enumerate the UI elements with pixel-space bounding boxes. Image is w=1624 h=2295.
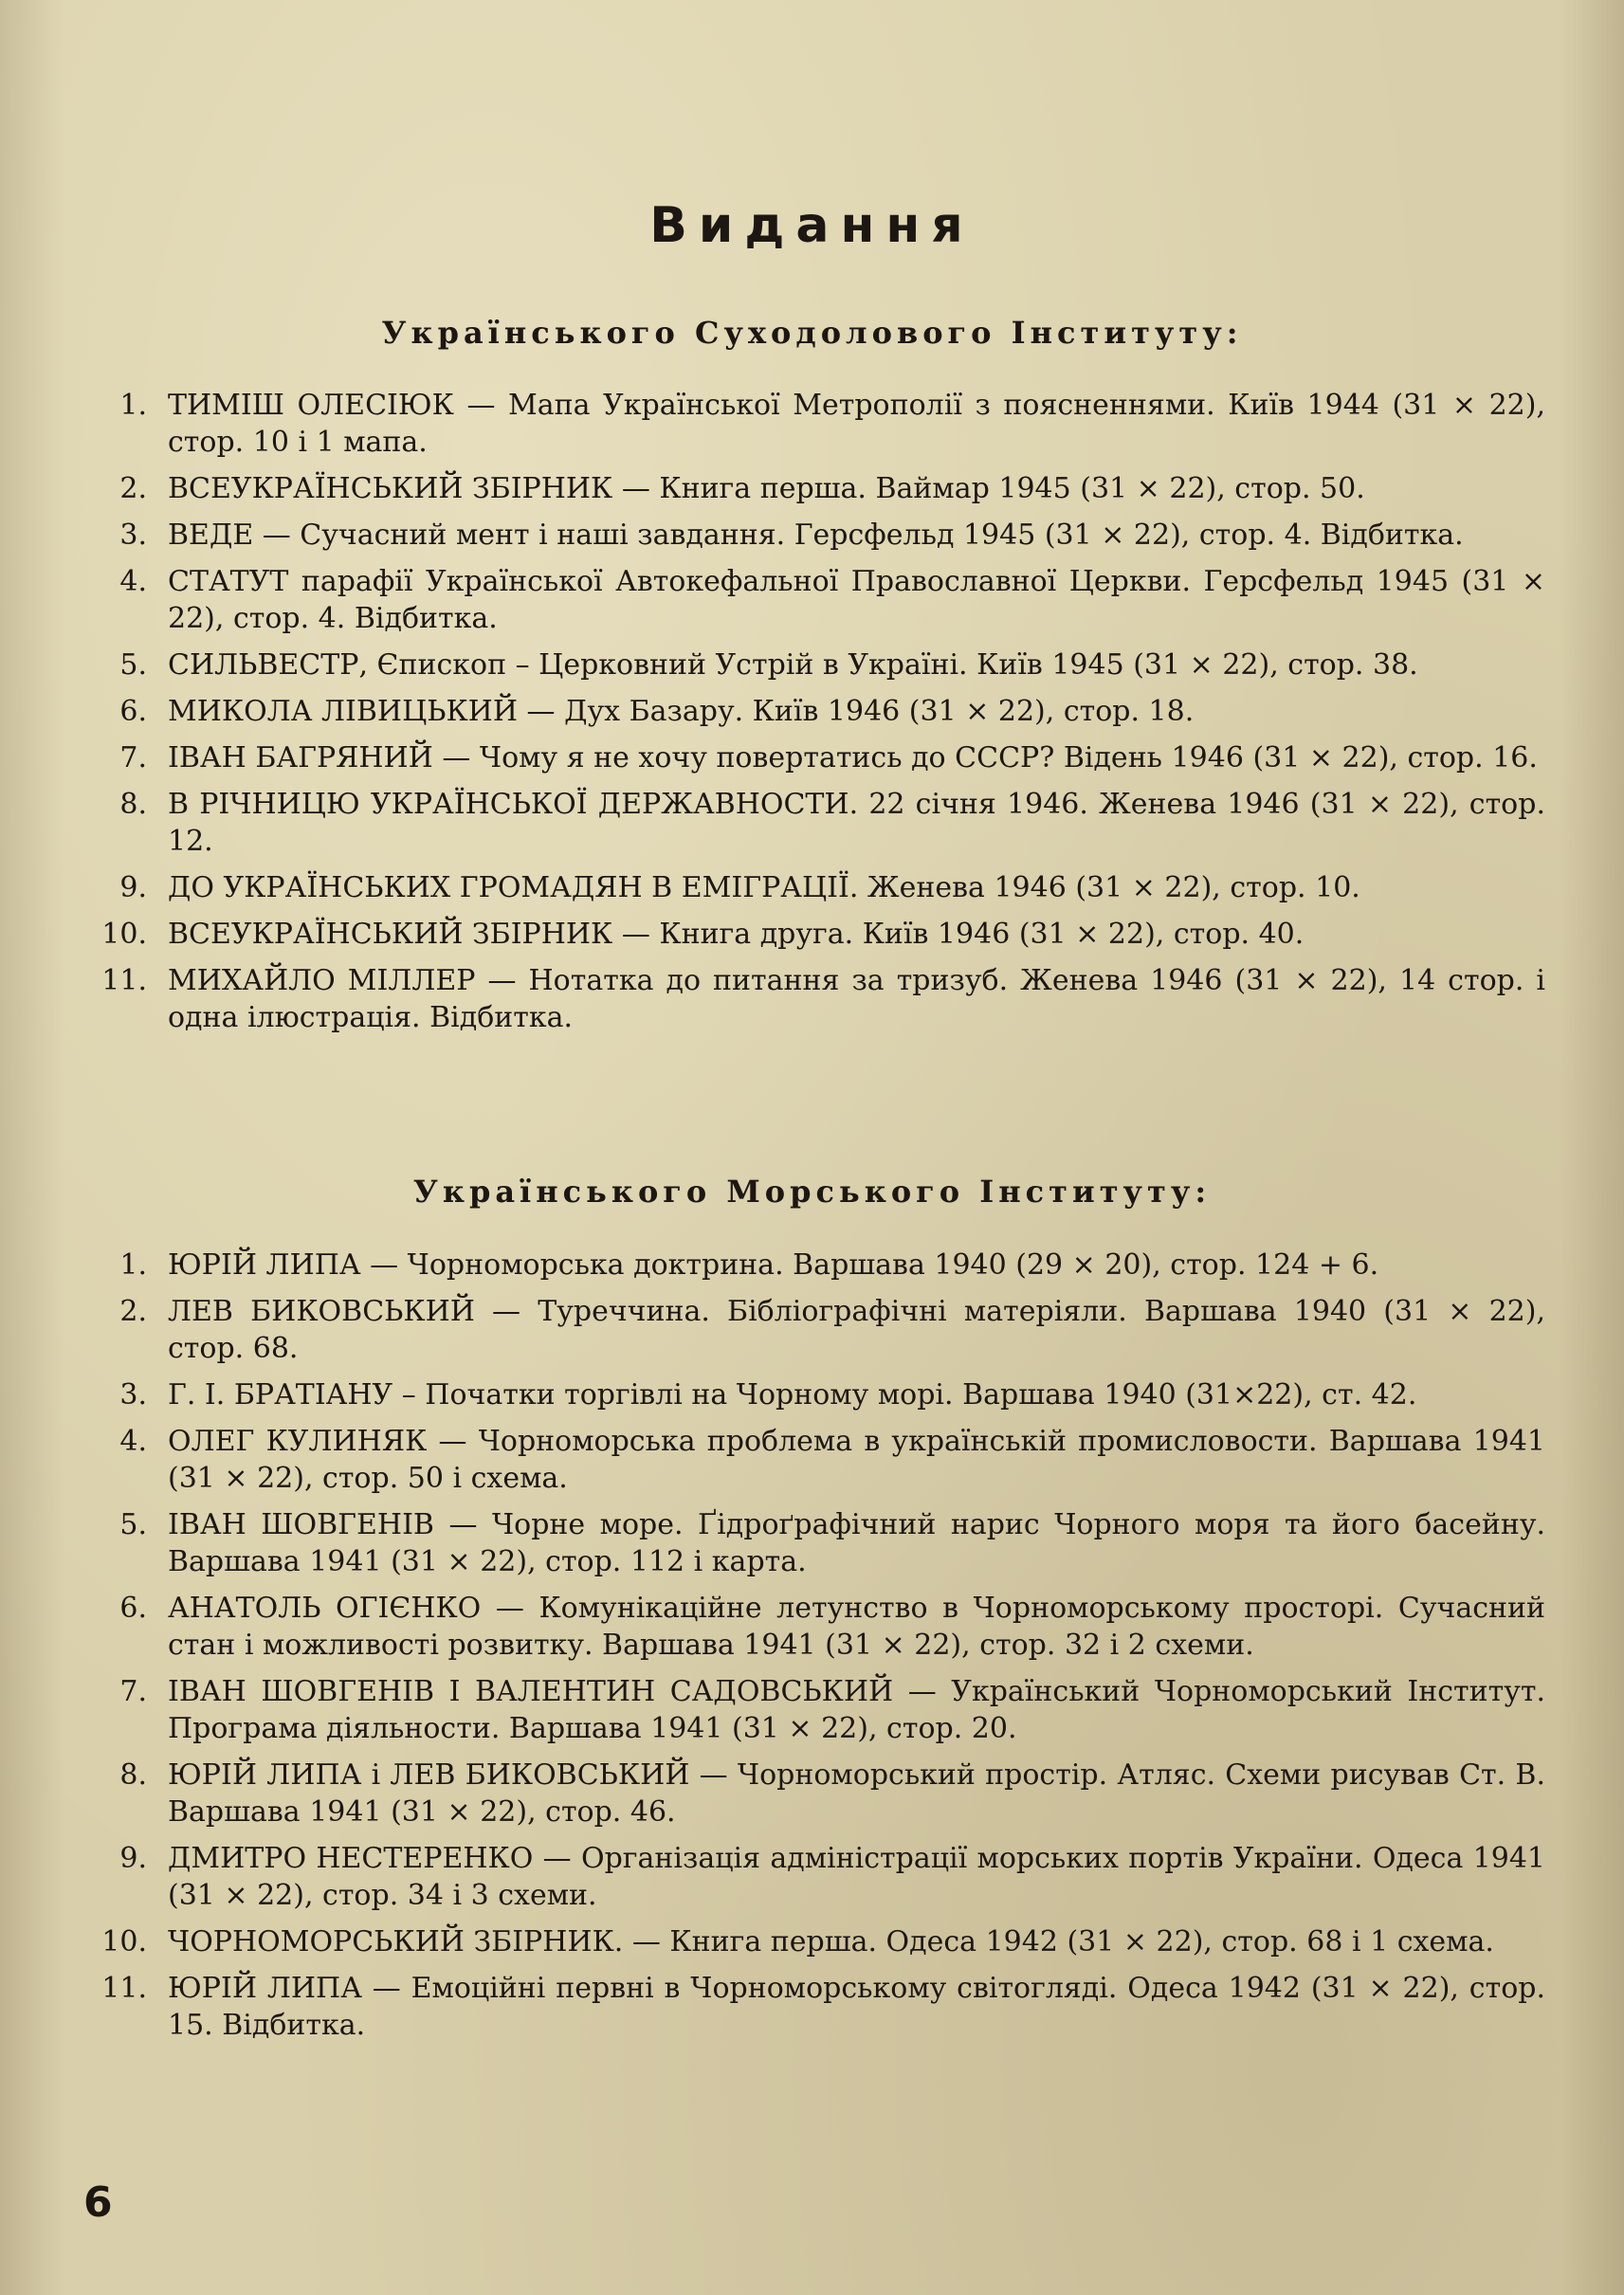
publication-list-land-institute: [90, 387, 1545, 1046]
list-item: [90, 1423, 1545, 1497]
entry-number: 7.: [119, 741, 147, 774]
list-item: [90, 1247, 1545, 1284]
list-item: [90, 1590, 1545, 1664]
page-number: 6: [83, 2178, 113, 2227]
entry-number: 4.: [119, 1425, 147, 1458]
entry-number: 11.: [101, 1972, 147, 2005]
page-title: Видання: [649, 197, 975, 254]
list-item: [90, 563, 1545, 637]
entry-number: 8.: [119, 1758, 147, 1792]
entry-text: ВСЕУКРАЇНСЬКИЙ ЗБІРНИК — Книга друга. Київ 1946 (31 × 22), стор. 40.: [168, 918, 1305, 951]
entry-text: ІВАН БАГРЯНИЙ — Чому я не хочу повертатись до СССР? Відень 1946 (31 × 22), стор. 16.: [168, 741, 1538, 774]
list-item: [90, 1673, 1545, 1747]
entry-text: АНАТОЛЬ ОГІЄНКО — Комунікаційне летунство в Чорноморському просторі. Сучасний стан і можливості розвитку. Варшава 1941 (31 × 22), стор. 32 і 2 схеми.: [168, 1592, 1545, 1662]
entry-text: ЮРІЙ ЛИПА і ЛЕВ БИКОВСЬКИЙ — Чорноморський простір. Атляс. Схеми рисував Ст. В. Варшава 1941 (31 × 22), стор. 46.: [168, 1758, 1545, 1829]
list-item: [90, 693, 1545, 730]
entry-text: ДО УКРАЇНСЬКИХ ГРОМАДЯН В ЕМІГРАЦІЇ. Женева 1946 (31 × 22), стор. 10.: [168, 871, 1360, 904]
entry-text: ЛЕВ БИКОВСЬКИЙ — Туреччина. Бібліографічні матеріяли. Варшава 1940 (31 × 22), стор. 68.: [168, 1295, 1545, 1365]
entry-text: ЧОРНОМОРСЬКИЙ ЗБІРНИК. — Книга перша. Одеса 1942 (31 × 22), стор. 68 і 1 схема.: [168, 1925, 1494, 1958]
entry-text: ДМИТРО НЕСТЕРЕНКО — Організація адміністрації морських портів України. Одеса 1941 (31 × 22), стор. 34 і 3 схеми.: [168, 1842, 1545, 1912]
entry-text: ТИМІШ ОЛЕСІЮК — Мапа Української Метрополії з поясненнями. Київ 1944 (31 × 22), стор. 10 і 1 мапа.: [168, 389, 1545, 459]
list-item: [90, 1757, 1545, 1831]
list-item: [90, 1376, 1545, 1413]
entry-number: 11.: [101, 964, 147, 997]
list-item: [90, 869, 1545, 906]
entry-text: МИХАЙЛО МІЛЛЕР — Нотатка до питання за тризуб. Женева 1946 (31 × 22), 14 стор. і одна ілюстрація. Відбитка.: [168, 964, 1545, 1034]
publication-list-sea-institute: [90, 1247, 1545, 2053]
section-heading-sea-institute: Українського Морського Інституту:: [412, 1174, 1212, 1210]
entry-number: 4.: [119, 565, 147, 598]
list-item: [90, 1970, 1545, 2044]
entry-number: 3.: [119, 519, 147, 552]
entry-text: ІВАН ШОВГЕНІВ І ВАЛЕНТИН САДОВСЬКИЙ — Український Чорноморський Інститут. Програма діяльности. Варшава 1941 (31 × 22), стор. 20.: [168, 1675, 1545, 1745]
list-item: [90, 647, 1545, 683]
entry-text: ВЕДЕ — Сучасний мент і наші завдання. Герсфельд 1945 (31 × 22), стор. 4. Відбитка.: [168, 519, 1464, 552]
entry-text: ЮРІЙ ЛИПА — Емоційні первні в Чорноморському світогляді. Одеса 1942 (31 × 22), стор. 15. Відбитка.: [168, 1972, 1545, 2042]
entry-number: 1.: [119, 1248, 147, 1282]
entry-number: 10.: [101, 1925, 147, 1958]
entry-text: ВСЕУКРАЇНСЬКИЙ ЗБІРНИК — Книга перша. Ваймар 1945 (31 × 22), стор. 50.: [168, 472, 1365, 505]
entry-text: В РІЧНИЦЮ УКРАЇНСЬКОЇ ДЕРЖАВНОСТИ. 22 січня 1946. Женева 1946 (31 × 22), стор. 12.: [168, 788, 1545, 858]
section-heading-land-institute: Українського Суходолового Інституту:: [381, 315, 1243, 351]
list-item: [90, 517, 1545, 554]
list-item: [90, 916, 1545, 953]
entry-number: 2.: [119, 472, 147, 505]
list-item: [90, 1293, 1545, 1367]
list-item: [90, 786, 1545, 860]
list-item: [90, 1923, 1545, 1960]
entry-text: СИЛЬВЕСТР, Єпископ – Церковний Устрій в Україні. Київ 1945 (31 × 22), стор. 38.: [168, 648, 1418, 682]
entry-text: МИКОЛА ЛІВИЦЬКИЙ — Дух Базару. Київ 1946 (31 × 22), стор. 18.: [168, 695, 1195, 728]
entry-number: 6.: [119, 695, 147, 728]
entry-number: 9.: [119, 871, 147, 904]
entry-number: 6.: [119, 1592, 147, 1625]
entry-number: 7.: [119, 1675, 147, 1708]
entry-number: 3.: [119, 1378, 147, 1412]
entry-number: 5.: [119, 1508, 147, 1541]
list-item: [90, 739, 1545, 776]
entry-number: 9.: [119, 1842, 147, 1875]
entry-text: ІВАН ШОВГЕНІВ — Чорне море. Ґідроґрафічний нарис Чорного моря та його басейну. Варшава 1941 (31 × 22), стор. 112 і карта.: [168, 1508, 1545, 1578]
entry-number: 2.: [119, 1295, 147, 1328]
entry-number: 1.: [119, 389, 147, 422]
entry-text: Г. І. БРАТІАНУ – Початки торгівлі на Чорному морі. Варшава 1940 (31×22), ст. 42.: [168, 1378, 1417, 1412]
list-item: [90, 387, 1545, 461]
list-item: [90, 962, 1545, 1036]
entry-text: ОЛЕГ КУЛИНЯК — Чорноморська проблема в українській промисловости. Варшава 1941 (31 × 22), стор. 50 і схема.: [168, 1425, 1545, 1495]
list-item: [90, 1506, 1545, 1580]
entry-text: ЮРІЙ ЛИПА — Чорноморська доктрина. Варшава 1940 (29 × 20), стор. 124 + 6.: [168, 1248, 1379, 1282]
entry-text: СТАТУТ парафії Української Автокефальної Православної Церкви. Герсфельд 1945 (31 × 22), стор. 4. Відбитка.: [168, 565, 1545, 635]
entry-number: 10.: [101, 918, 147, 951]
entry-number: 5.: [119, 648, 147, 682]
list-item: [90, 1840, 1545, 1914]
entry-number: 8.: [119, 788, 147, 821]
list-item: [90, 470, 1545, 507]
